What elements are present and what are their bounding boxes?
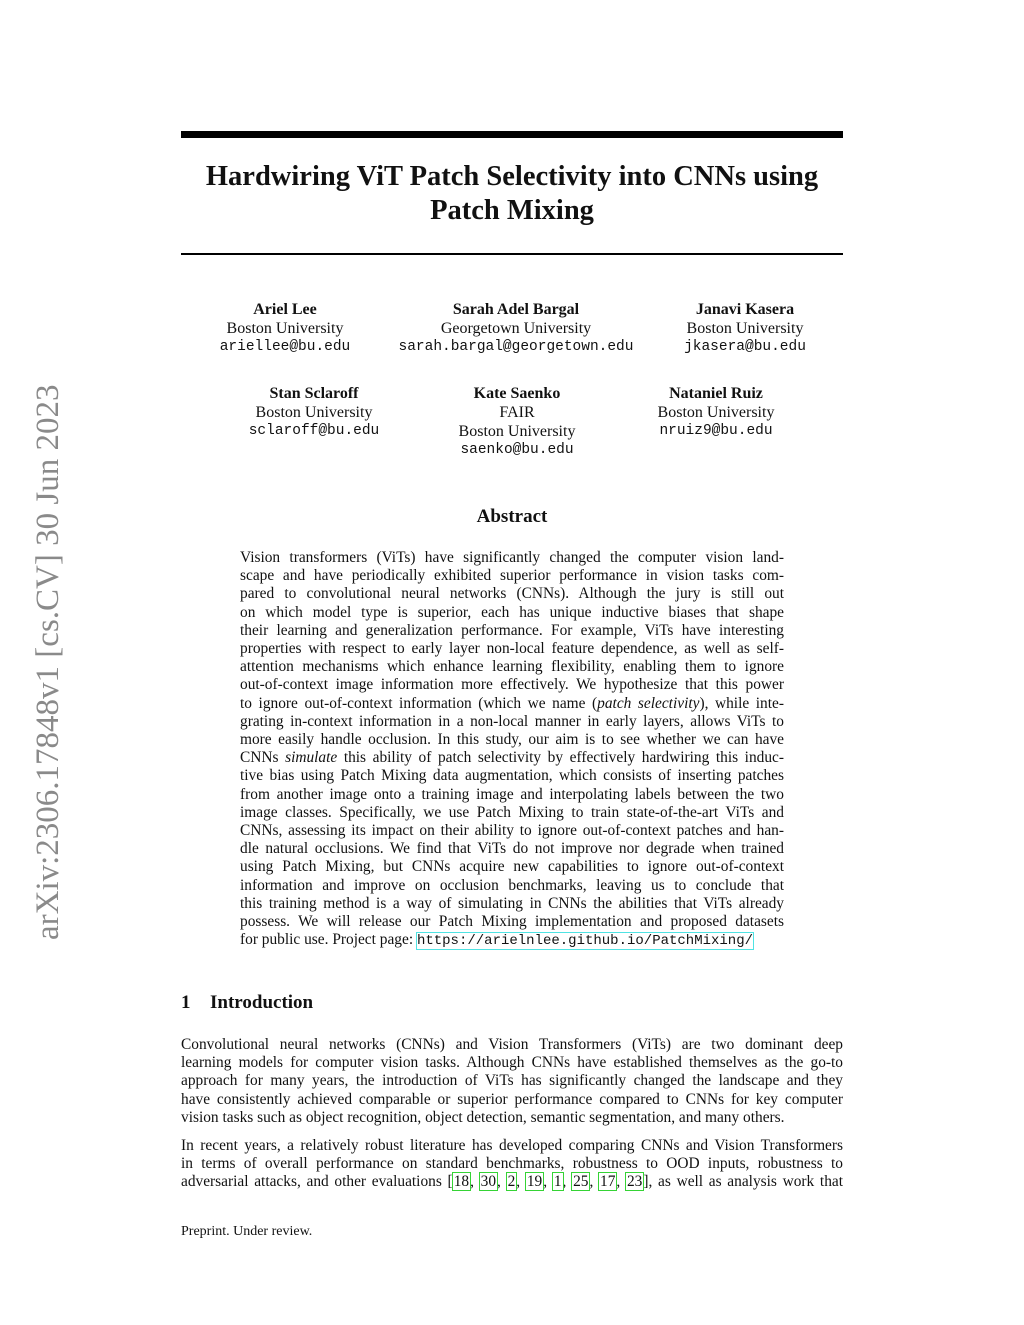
abstract-text: for public use. Project page: [240,931,414,949]
citation-link[interactable]: 1 [553,1173,562,1191]
author-affiliation: Boston University [255,404,373,421]
title-top-rule [181,131,843,138]
paragraph-text: adversarial attacks, and other evaluations [ [181,1173,453,1191]
abstract-line: tive bias using Patch Mixing data augmentation, which consists of inserting patches [240,767,784,785]
citation-link[interactable]: 2 [507,1173,516,1191]
term-simulate: simulate [285,749,338,767]
author-affiliation: FAIR [499,404,535,421]
author-name: Ariel Lee [253,301,317,318]
abstract-line-with-link [240,931,784,950]
paper-title [181,160,843,228]
abstract-line-with-emphasis: to ignore out-of-context information (which we name (patch selectivity), while inte- [240,694,784,712]
abstract-line: properties with respect to early layer non-local feature dependence, as well as self- [240,640,784,658]
abstract-line: on which model type is superior, each has unique inductive biases that shape [240,603,784,621]
title-bottom-rule [181,253,843,255]
intro-paragraph-2 [181,1137,843,1192]
section-number: 1 [181,992,191,1013]
abstract-line: from another image onto a training image and interpolating labels between the two [240,785,784,803]
abstract-body [240,549,784,950]
abstract-line: Vision transformers (ViTs) have significantly changed the computer vision land- [240,549,784,566]
abstract-line: scape and have periodically exhibited superior performance in vision tasks com- [240,567,784,585]
section-title: Introduction [210,992,314,1013]
project-page-link[interactable]: https://arielnlee.github.io/PatchMixing/ [416,933,754,950]
author-affiliation-2: Boston University [458,423,576,440]
arxiv-sidebar-id: arXiv:2306.17848v1 [cs.CV] 30 Jun 2023 [30,384,66,940]
author-affiliation: Georgetown University [440,320,592,337]
author-email[interactable]: sclaroff@bu.edu [248,423,380,439]
abstract-line: information and improve on occlusion benchmarks, leaving us to conclude that [240,876,784,894]
paragraph-line: Convolutional neural networks (CNNs) and Vision Transformers (ViTs) are two dominant deep [181,1036,843,1053]
author-block [652,300,838,357]
author-affiliation: Boston University [226,320,344,337]
author-name: Janavi Kasera [695,301,795,318]
paragraph-line-with-citations: adversarial attacks, and other evaluations [18, 30, 2, 19, 1, 25, 17, 23], as well as analysis work that [181,1173,844,1191]
section-heading-introduction [181,992,313,1014]
abstract-line: grating in-context information in a non-local manner in early layers, allows ViTs to [240,712,784,730]
paragraph-line: in terms of overall performance on standard benchmarks, robustness to OOD inputs, robustness to [181,1155,843,1173]
citation-link[interactable]: 17 [600,1173,616,1191]
paragraph-text: ], as well as analysis work that [643,1173,844,1191]
abstract-text: this ability of patch selectivity by effectively hardwiring this induc- [337,749,784,767]
citation-link[interactable]: 25 [573,1173,589,1191]
author-name: Kate Saenko [473,385,561,402]
paragraph-line: have consistently achieved comparable or superior performance compared to CNNs for key computer [181,1090,843,1108]
abstract-line-with-emphasis [240,749,784,767]
paragraph-line: In recent years, a relatively robust literature has developed comparing CNNs and Vision Transformers [181,1137,843,1154]
abstract-line: their learning and generalization performance. For example, ViTs have interesting [240,621,784,639]
author-email[interactable]: saenko@bu.edu [460,442,574,458]
author-name: Sarah Adel Bargal [452,301,580,318]
abstract-line: out-of-context image information more effectively. We hypothesize that this power [240,676,784,694]
author-email[interactable]: nruiz9@bu.edu [659,423,773,439]
title-line-1: Hardwiring ViT Patch Selectivity into CNNs using [205,161,819,192]
abstract-heading: Abstract [476,506,548,527]
abstract-line: more easily handle occlusion. In this study, our aim is to see whether we can have [240,731,784,749]
author-name: Nataniel Ruiz [669,385,763,402]
author-email[interactable]: ariellee@bu.edu [219,339,351,355]
author-name: Stan Sclaroff [269,385,359,402]
author-email[interactable]: sarah.bargal@georgetown.edu [398,339,634,355]
abstract-line: possess. We will release our Patch Mixing implementation and proposed datasets [240,913,784,931]
abstract-text: CNNs [240,749,279,767]
paragraph-line: learning models for computer vision tasks. Although CNNs have established themselves as the go-to [181,1054,843,1072]
author-block [185,300,385,357]
abstract-line: pared to convolutional neural networks (CNNs). Although the jury is still out [240,585,784,603]
abstract-line: attention mechanisms which enhance learning flexibility, enabling them to ignore [240,658,784,676]
author-block [386,300,646,357]
abstract-line: dle natural occlusions. We find that ViTs do not improve nor degrade when trained [240,840,784,858]
citation-link[interactable]: 23 [626,1173,643,1191]
footer-note: Preprint. Under review. [181,1224,313,1239]
citation-link[interactable]: 30 [480,1173,497,1191]
citation-link[interactable]: 19 [526,1173,543,1191]
citation-link[interactable]: 18 [453,1173,470,1191]
author-email[interactable]: jkasera@bu.edu [684,339,806,355]
abstract-line: using Patch Mixing, but CNNs acquire new capabilities to ignore out-of-context [240,858,784,876]
abstract-line: this training method is a way of simulating in CNNs the abilities that ViTs already [240,894,784,912]
paragraph-line: vision tasks such as object recognition, object detection, semantic segmentation, and many others. [181,1108,785,1126]
author-block [214,384,414,441]
paragraph-line: approach for many years, the introduction of ViTs has significantly changed the landscape and they [181,1072,843,1090]
title-line-2: Patch Mixing [430,195,594,226]
abstract-line: CNNs, assessing its impact on their ability to ignore out-of-context patches and han- [240,822,784,840]
abstract-text: ), while inte- [699,694,784,712]
author-affiliation: Boston University [657,404,775,421]
term-patch-selectivity: patch selectivity [597,694,700,712]
author-block [616,384,816,441]
intro-paragraph-1 [181,1036,843,1127]
abstract-line: image classes. Specifically, we use Patch Mixing to train state-of-the-art ViTs and [240,803,784,821]
author-affiliation: Boston University [686,320,804,337]
abstract-text: to ignore out-of-context information (which we name [240,694,586,712]
author-block [417,384,617,460]
